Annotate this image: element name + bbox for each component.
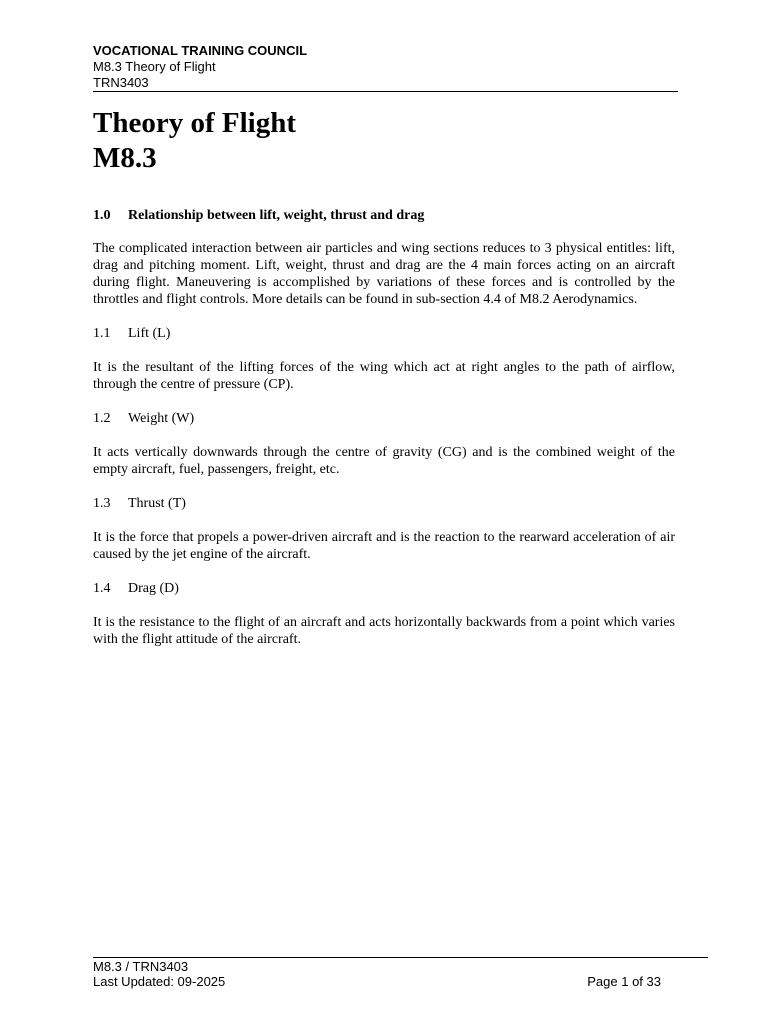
subsection-heading-drag [93, 580, 675, 597]
section-heading [93, 207, 675, 224]
subsection-paragraph-weight: It acts vertically downwards through the centre of gravity (CG) and is the combined weight of the empty aircraft, fuel, passengers, freight, etc. [93, 445, 675, 477]
subsection-paragraph-thrust: It is the force that propels a power-driven aircraft and is the reaction to the rearward acceleration of air caused by the jet engine of the aircraft. [93, 530, 675, 562]
subsection-heading-weight [93, 410, 675, 427]
subsection-number: 1.2 [93, 411, 111, 426]
subsection-heading-text: Drag (D) [128, 581, 179, 596]
page-header [93, 43, 678, 92]
document-body [93, 207, 675, 648]
subsection-paragraph-lift: It is the resultant of the lifting forces of the wing which act at right angles to the path of airflow, through the centre of pressure (CP). [93, 360, 675, 392]
subsection-paragraph-drag: It is the resistance to the flight of an aircraft and acts horizontally backwards from a point which varies with the flight attitude of the aircraft. [93, 615, 675, 647]
subsection-number: 1.3 [93, 496, 111, 511]
subsection-number: 1.4 [93, 581, 111, 596]
footer-code: M8.3 / TRN3403 [93, 959, 189, 974]
section-intro-paragraph: The complicated interaction between air particles and wing sections reduces to 3 physical entitles: lift, drag and pitching moment. Lift, weight, thrust and drag are the 4 main forces acting on an aircraft during flight. Maneuvering is accomplished by variations of these forces and is controlled by the throttles and flight controls. More details can be found in sub-section 4.4 of M8.2 Aerodynamics. [93, 241, 675, 307]
subsection-heading-thrust [93, 495, 675, 512]
footer-row [93, 974, 661, 989]
footer-page-number: Page 1 of 33 [587, 974, 661, 989]
subsection-heading-text: Lift (L) [128, 326, 171, 341]
title-line-1: Theory of Flight [93, 107, 296, 139]
footer-last-updated: Last Updated: 09-2025 [93, 974, 226, 989]
subsection-heading-text: Weight (W) [128, 411, 195, 426]
subsection-heading-lift [93, 325, 675, 342]
document-title [93, 106, 678, 176]
header-code: TRN3403 [93, 75, 149, 90]
header-module: M8.3 Theory of Flight [93, 59, 216, 74]
section-number: 1.0 [93, 208, 111, 223]
subsection-heading-text: Thrust (T) [128, 496, 186, 511]
title-line-2: M8.3 [93, 142, 157, 174]
header-organization: VOCATIONAL TRAINING COUNCIL [93, 43, 308, 58]
subsection-number: 1.1 [93, 326, 111, 341]
section-heading-text: Relationship between lift, weight, thrust and drag [128, 208, 425, 223]
page-footer [93, 957, 708, 989]
